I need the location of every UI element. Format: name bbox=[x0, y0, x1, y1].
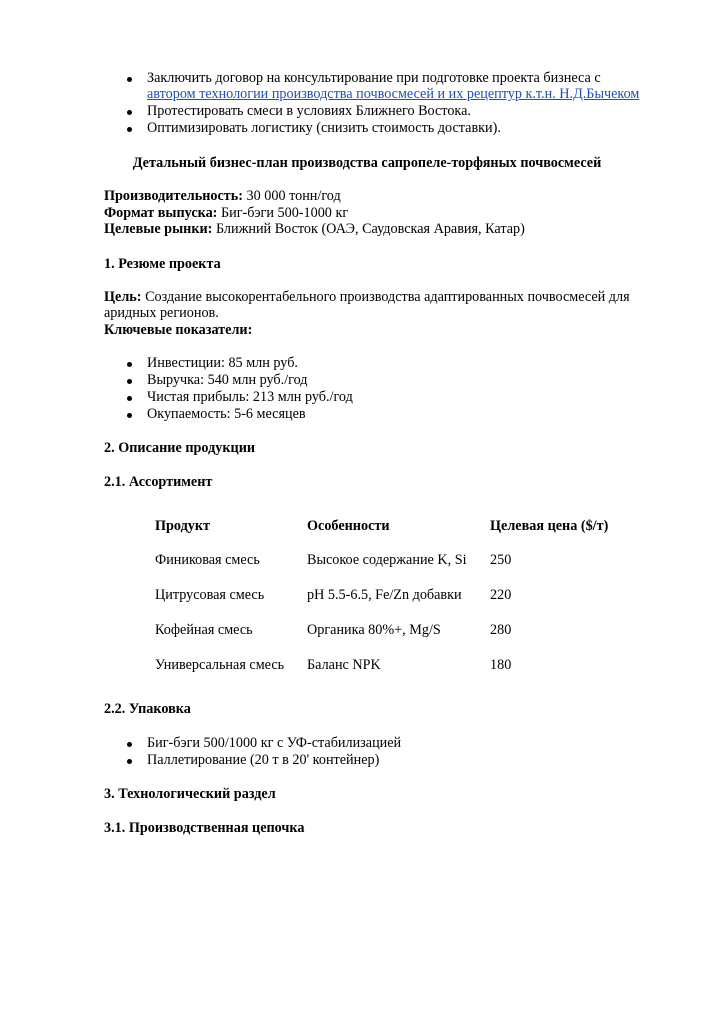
kpi-item: Инвестиции: 85 млн руб. bbox=[147, 355, 298, 371]
goal-text-line2: аридных регионов. bbox=[104, 305, 219, 321]
bullet-icon bbox=[127, 413, 132, 418]
packaging-item: Паллетирование (20 т в 20' контейнер) bbox=[147, 752, 380, 768]
section-3-1-heading: 3.1. Производственная цепочка bbox=[104, 820, 305, 836]
packaging-item: Биг-бэги 500/1000 кг с УФ-стабилизацией bbox=[147, 735, 402, 751]
kpi-item: Выручка: 540 млн руб./год bbox=[147, 372, 308, 388]
goal-label: Цель: bbox=[104, 289, 142, 305]
format-value: Биг-бэги 500-1000 кг bbox=[220, 205, 349, 221]
table-cell: Кофейная смесь bbox=[155, 622, 253, 638]
intro-item-2: Протестировать смеси в условиях Ближнего Востока. bbox=[147, 103, 471, 119]
table-header-price: Целевая цена ($/т) bbox=[490, 518, 609, 534]
bullet-icon bbox=[127, 110, 132, 115]
kpi-item: Окупаемость: 5-6 месяцев bbox=[147, 406, 306, 422]
goal-line bbox=[104, 289, 630, 306]
document-title: Детальный бизнес-план производства сапропеле-торфяных почвосмесей bbox=[132, 155, 602, 171]
bullet-icon bbox=[127, 396, 132, 401]
section-1-heading: 1. Резюме проекта bbox=[104, 256, 221, 272]
table-cell: Финиковая смесь bbox=[155, 552, 260, 568]
section-2-1-heading: 2.1. Ассортимент bbox=[104, 474, 213, 490]
table-cell: Универсальная смесь bbox=[155, 657, 285, 673]
table-cell: 250 bbox=[490, 552, 512, 568]
kpi-item: Чистая прибыль: 213 млн руб./год bbox=[147, 389, 353, 405]
table-cell: pH 5.5-6.5, Fe/Zn добавки bbox=[307, 587, 462, 603]
capacity-line bbox=[104, 188, 341, 205]
format-label: Формат выпуска: bbox=[104, 205, 218, 221]
capacity-label: Производительность: bbox=[104, 188, 243, 204]
bullet-icon bbox=[127, 759, 132, 764]
author-link[interactable]: автором технологии производства почвосмесей и их рецептур к.т.н. Н.Д.Бычеком bbox=[147, 86, 640, 102]
bullet-icon bbox=[127, 379, 132, 384]
table-cell: Высокое содержание K, Si bbox=[307, 552, 467, 568]
intro-item-1-text: Заключить договор на консультирование при подготовке проекта бизнеса с bbox=[147, 70, 601, 86]
markets-value: Ближний Восток (ОАЭ, Саудовская Аравия, Катар) bbox=[215, 221, 525, 237]
table-cell: 220 bbox=[490, 587, 512, 603]
intro-item-3: Оптимизировать логистику (снизить стоимость доставки). bbox=[147, 120, 501, 136]
bullet-icon bbox=[127, 77, 132, 82]
table-cell: Органика 80%+, Mg/S bbox=[307, 622, 441, 638]
table-header-features: Особенности bbox=[307, 518, 390, 534]
table-cell: Цитрусовая смесь bbox=[155, 587, 265, 603]
bullet-icon bbox=[127, 742, 132, 747]
table-cell: Баланс NPK bbox=[307, 657, 381, 673]
goal-text-line1: Создание высокорентабельного производства адаптированных почвосмесей для bbox=[145, 289, 630, 305]
table-cell: 180 bbox=[490, 657, 512, 673]
markets-line bbox=[104, 221, 525, 238]
kpi-heading: Ключевые показатели: bbox=[104, 322, 253, 338]
format-line bbox=[104, 205, 348, 222]
table-header-product: Продукт bbox=[155, 518, 211, 534]
bullet-icon bbox=[127, 127, 132, 132]
section-2-2-heading: 2.2. Упаковка bbox=[104, 701, 191, 717]
table-cell: 280 bbox=[490, 622, 512, 638]
markets-label: Целевые рынки: bbox=[104, 221, 213, 237]
bullet-icon bbox=[127, 362, 132, 367]
section-3-heading: 3. Технологический раздел bbox=[104, 786, 276, 802]
capacity-value: 30 000 тонн/год bbox=[246, 188, 341, 204]
section-2-heading: 2. Описание продукции bbox=[104, 440, 256, 456]
